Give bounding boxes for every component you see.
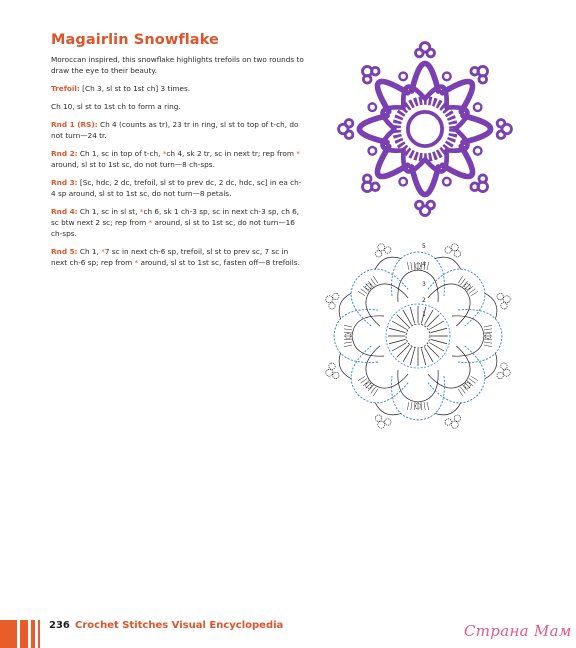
treble-stitch [389, 328, 405, 332]
round-1-marker: 1 [422, 311, 426, 318]
trefoil-loop [473, 102, 483, 112]
site-watermark: Страна Мам [464, 622, 572, 640]
round-5-marker: 5 [422, 243, 426, 250]
intro-paragraph: Moroccan inspired, this snowflake highlights trefoils on two rounds to draw the eye to their beauty. [51, 55, 304, 75]
round-2-marker: 2 [422, 297, 426, 304]
snowflake-point [354, 146, 407, 199]
trefoil-loop [367, 146, 377, 156]
round-3-stitch [427, 262, 429, 270]
round-3-stitch [424, 402, 425, 410]
snowflake-photo [330, 34, 520, 224]
round-3-stitch [467, 380, 473, 386]
round-2-text-end: around, sl st to 1st sc, do not turn—8 ch-sps. [51, 160, 215, 169]
round-3-stitch [344, 345, 352, 347]
treble-stitch [389, 339, 405, 343]
round-1-instruction [51, 119, 304, 141]
round-3-text: [Sc, hdc, 2 dc, trefoil, sl st to prev dc, 2 dc, hdc, sc] in ea ch-4 sp around, sl st to 1st sc, do not turn—8 petals. [51, 178, 302, 198]
round-3-stitch [462, 281, 468, 287]
repeat-star: * [296, 149, 300, 158]
round-5-text-end: around, sl st to 1st sc, fasten off—8 trefoils. [138, 258, 300, 267]
round-3-stitch [368, 281, 374, 287]
center-hole [415, 119, 436, 140]
foundation-ring [406, 324, 430, 348]
footer-color-bar [20, 620, 28, 648]
trefoil-instruction [51, 83, 304, 94]
round-2-label: Rnd 2: [51, 149, 78, 158]
round-3-stitch [407, 402, 409, 410]
trefoil-loop [345, 131, 353, 139]
treble-stitch [431, 328, 447, 332]
outer-trefoil-group [321, 353, 352, 387]
repeat-star: * [162, 149, 167, 158]
round-3-stitch [411, 262, 412, 270]
round-3-stitch [427, 402, 429, 410]
snowflake-point [412, 43, 439, 91]
round-3-stitch [344, 342, 352, 343]
round-4-instruction [51, 206, 304, 239]
round-5-stitches [485, 291, 501, 319]
round-4-text-repeat: ch 6, sk 1 ch-3 sp, sc in next ch-3 sp, ch 6, sc btw next 2 sc; rep from [51, 207, 300, 227]
outer-trefoil-group [367, 239, 401, 270]
trefoil-label: Trefoil: [51, 84, 80, 93]
round-3-stitch [484, 329, 492, 330]
round-1-text: Ch 4 (counts as tr), 23 tr in ring, sl st to top of t-ch, do not turn—24 tr. [51, 120, 299, 140]
round-2-text-repeat: ch 4, sk 2 tr, sc in next tr; rep from [166, 149, 297, 158]
trefoil-loop [427, 49, 435, 57]
trefoil-chain [384, 418, 392, 426]
treble-stitch [421, 349, 425, 365]
round-4-marker: 4 [422, 261, 426, 268]
trefoil-loop [497, 131, 505, 139]
round-5-stitches [435, 253, 463, 269]
repeat-star: * [148, 218, 153, 227]
round-3-stitch [407, 262, 409, 270]
trefoil-loop [416, 201, 424, 209]
trefoil-loop [345, 120, 353, 128]
trefoil-chain [444, 246, 452, 254]
treble-stitch [410, 307, 414, 323]
round-3-stitch [462, 385, 468, 391]
round-3-label: Rnd 3: [51, 178, 78, 187]
round-3-stitch [484, 345, 492, 347]
treble-stitch [431, 339, 447, 343]
round-5-stitches [373, 403, 401, 419]
trefoil-text: [Ch 3, sl st to 1st ch] 3 times. [79, 84, 191, 93]
round-3-stitch [467, 286, 473, 292]
round-5-text-start: Ch 1, [77, 247, 102, 256]
trefoil-loop [473, 146, 483, 156]
page-number: 236 [49, 620, 70, 631]
foundation-instruction [51, 101, 304, 112]
round-3-stitch [344, 325, 352, 327]
repeat-star: * [139, 207, 144, 216]
round-5-instruction [51, 246, 304, 268]
trefoil-chain [500, 362, 508, 370]
round-5-stitches [335, 291, 351, 319]
round-2-text-start: Ch 1, sc in top of t-ch, [77, 149, 163, 158]
repeat-star: * [101, 247, 105, 256]
crochet-chart-diagram [314, 232, 522, 440]
book-title: Crochet Stitches Visual Encyclopedia [75, 620, 284, 631]
round-4-text-start: Ch 1, sc in sl st, [77, 207, 140, 216]
pattern-instructions [51, 54, 304, 275]
round-4-label: Rnd 4: [51, 207, 78, 216]
round-5-stitches [485, 353, 501, 381]
round-5-stitches [435, 403, 463, 419]
round-3-stitch [411, 402, 412, 410]
round-5-text-repeat: 7 sc in next ch-6 sp, trefoil, sl st to prev sc, 7 sc in next ch-6 sp; rep from [51, 247, 289, 267]
foundation-text: Ch 10, sl st to 1st ch to form a ring. [51, 102, 181, 111]
trefoil-loop [398, 177, 408, 187]
snowflake-point [442, 146, 495, 199]
petal-outline [452, 316, 484, 356]
round-3-stitch [368, 385, 374, 391]
round-1-label: Rnd 1 (RS): [51, 120, 98, 129]
round-4-text-end: around, sl st to 1st sc, do not turn—16 ch-sps. [51, 218, 295, 238]
trefoil-chain [328, 302, 336, 310]
snowflake-point [442, 58, 495, 111]
snowflake-point [463, 116, 511, 143]
round-3-marker: 3 [422, 281, 426, 288]
snowflake-point [354, 58, 407, 111]
round-3-stitch [484, 325, 492, 327]
round-5-stitches [373, 253, 401, 269]
round-3-stitch [484, 342, 492, 343]
page-title: Magairlin Snowflake [51, 32, 219, 48]
petal-outline [352, 316, 384, 356]
trefoil-loop [427, 201, 435, 209]
treble-stitch [410, 349, 414, 365]
footer-color-bar [38, 620, 40, 648]
trefoil-loop [442, 177, 452, 187]
round-3-stitch [363, 286, 369, 292]
footer-color-bar [31, 620, 35, 648]
trefoil-loop [367, 102, 377, 112]
round-5-stitches [335, 353, 351, 381]
round-3-stitch [363, 380, 369, 386]
petal-outline [398, 370, 438, 402]
repeat-star: * [134, 258, 139, 267]
round-3-instruction [51, 177, 304, 199]
footer-color-bar [0, 620, 17, 648]
trefoil-loop [416, 49, 424, 57]
trefoil-loop [398, 71, 408, 81]
trefoil-loop [442, 71, 452, 81]
round-5-label: Rnd 5: [51, 247, 78, 256]
trefoil-loop [497, 120, 505, 128]
round-3-stitch [344, 329, 352, 330]
snowflake-point [412, 167, 439, 215]
snowflake-point [339, 116, 387, 143]
petal-outline [398, 270, 438, 302]
outer-trefoil-group [485, 285, 516, 319]
outer-trefoil-group [435, 403, 469, 434]
round-2-instruction [51, 148, 304, 170]
